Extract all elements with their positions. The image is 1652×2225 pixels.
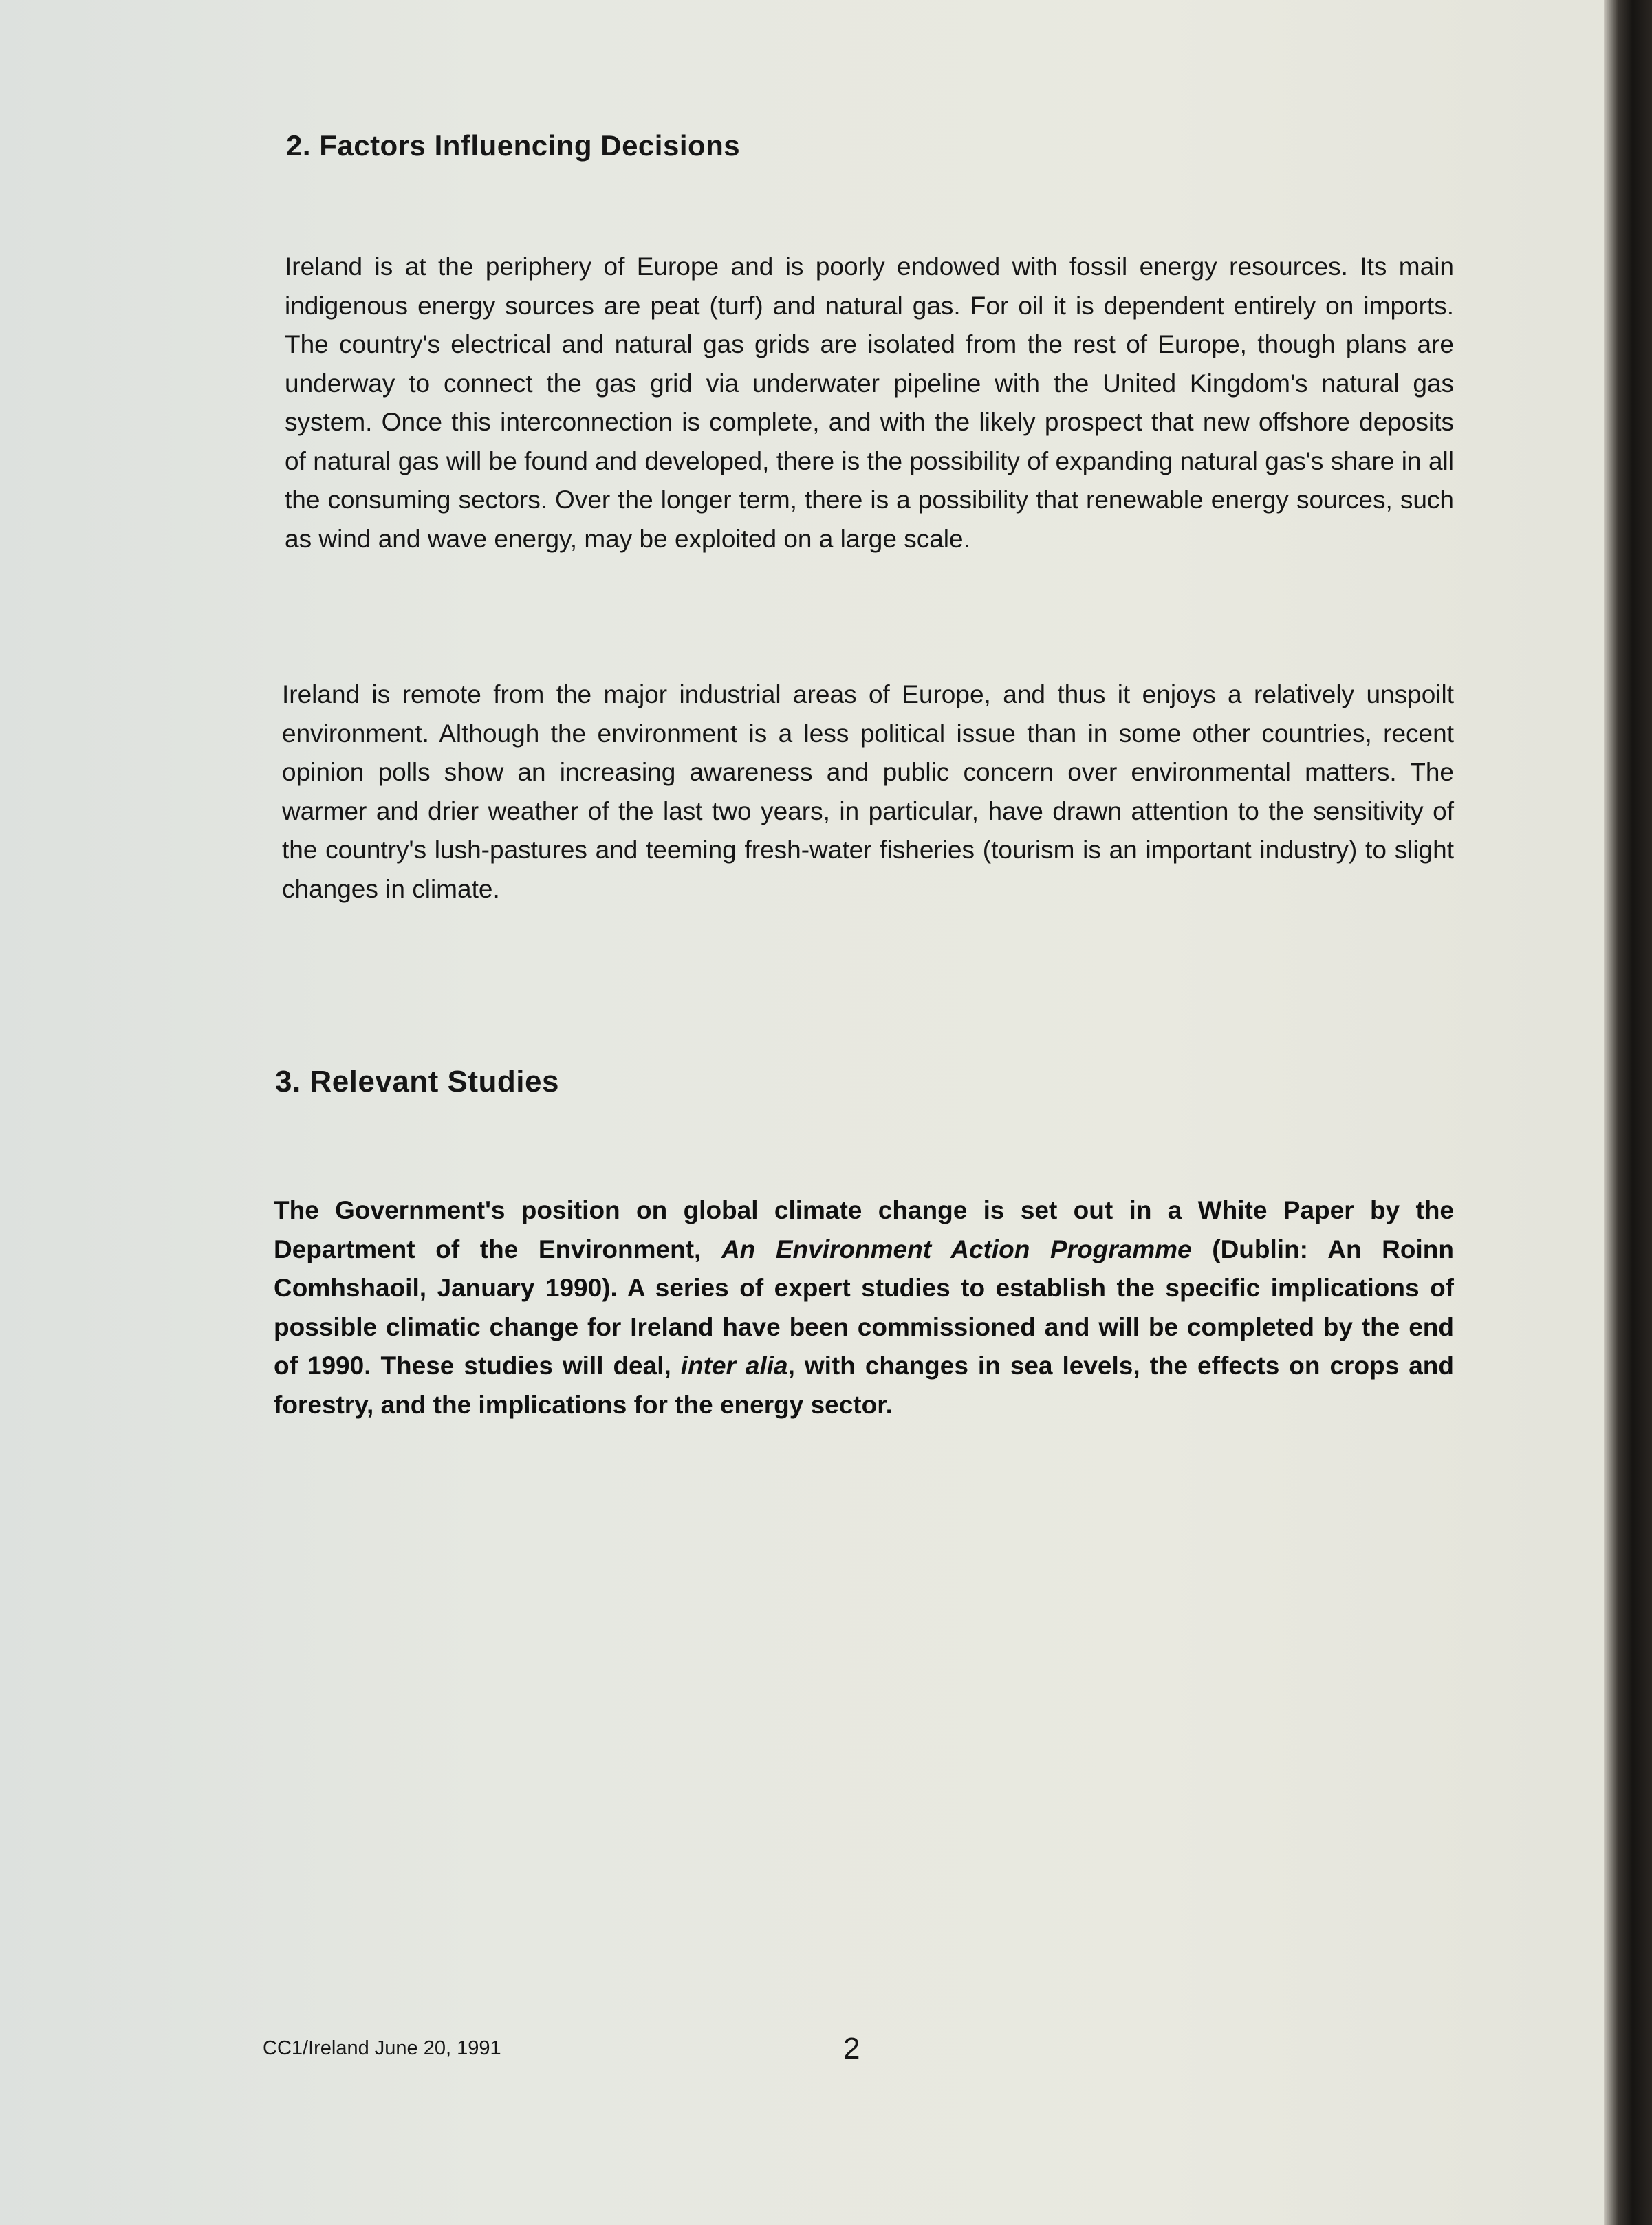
- section-3-heading: 3. Relevant Studies: [275, 1065, 559, 1098]
- scan-page-edge: [1604, 0, 1652, 2225]
- section-3-text-start: The Government's position on global climate change is set out in a White Paper by the Department of the Environment,: [274, 1196, 1454, 1263]
- section-2-paragraph-2: Ireland is remote from the major industrial areas of Europe, and thus it enjoys a relatively unspoilt environment. Although the environment is a less political issue than in some other countries, recent opinion polls show an increasing awareness and public concern over environmental matters. The warmer and drier weather of the last two years, in particular, have drawn attention to the sensitivity of the country's lush-pastures and teeming fresh-water fisheries (tourism is an important industry) to slight changes in climate.: [282, 680, 1454, 903]
- white-paper-title: An Environment Action Programme: [721, 1235, 1192, 1263]
- section-2-paragraph-1: Ireland is at the periphery of Europe and is poorly endowed with fossil energy resources. Its main indigenous energy sources are peat (turf) and natural gas. For oil it is dependent entirely on imports. The country's electrical and natural gas grids are isolated from the rest of Europe, though plans are underway to connect the gas grid via underwater pipeline with the United Kingdom's natural gas system. Once this interconnection is complete, and with the likely prospect that new offshore deposits of natural gas will be found and developed, there is the possibility of expanding natural gas's share in all the consuming sectors. Over the longer term, there is a possibility that renewable energy sources, such as wind and wave energy, may be exploited on a large scale.: [285, 252, 1454, 553]
- section-3-text-end: , with changes in sea levels, the effects on crops and forestry, and the implications for the energy sector.: [274, 1352, 1454, 1419]
- footer-document-reference: CC1/Ireland June 20, 1991: [263, 2037, 501, 2059]
- section-2-heading: 2. Factors Influencing Decisions: [286, 129, 741, 162]
- section-3-text-middle: (Dublin: An Roinn Comhshaoil, January 1990). A series of expert studies to establish the specific implications of possible climatic change for Ireland have been commissioned and will be completed by the end of 1990. These studies will deal,: [274, 1235, 1454, 1380]
- latin-phrase: inter alia: [680, 1352, 788, 1380]
- section-3-paragraph: [274, 1191, 1454, 1424]
- footer-page-number: 2: [843, 2032, 860, 2065]
